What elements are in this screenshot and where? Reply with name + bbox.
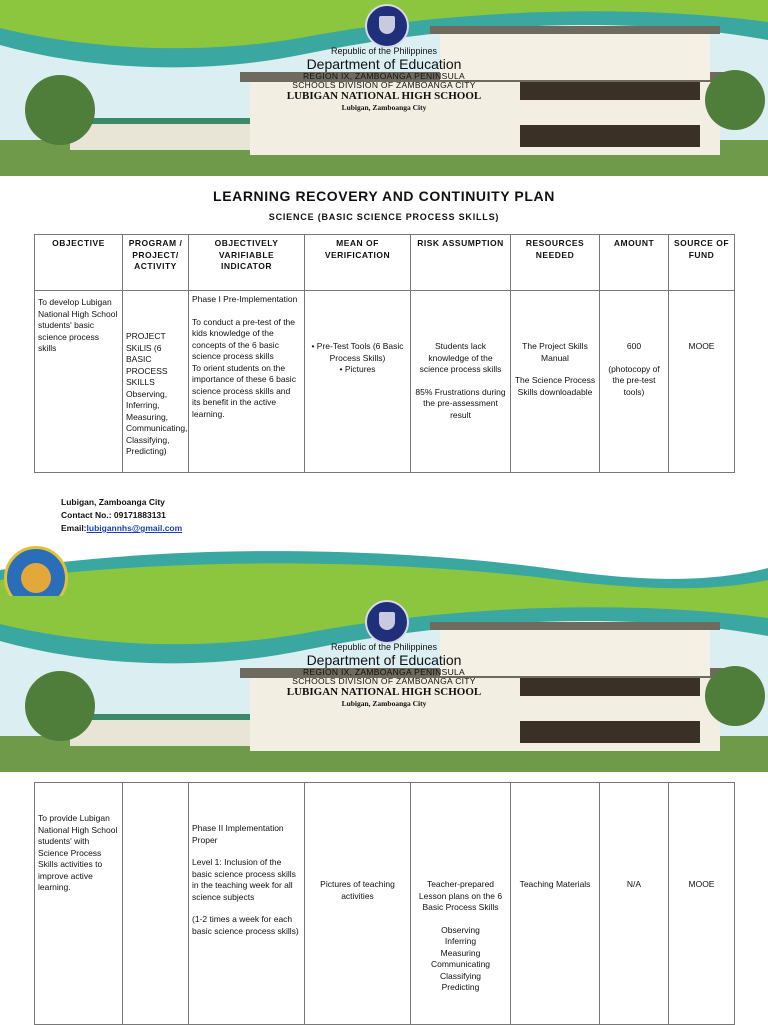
objective-text: To develop Lubigan National High School students' basic science process skills	[38, 297, 118, 353]
division-text: SCHOOLS DIVISION OF ZAMBOANGA CITY	[292, 80, 476, 90]
col-indicator: OBJECTIVELY VARIFIABLE INDICATOR	[189, 235, 305, 291]
fund-cell-2	[669, 783, 735, 1025]
email-link[interactable]: lubigannhs@gmail.com	[86, 523, 183, 533]
risk-lack: Students lack knowledge of the science process skills	[419, 341, 502, 374]
indicator-frequency-2: (1-2 times a week for each basic science process skills)	[192, 914, 299, 936]
indicator-cell	[189, 291, 305, 473]
col-risk: RISK ASSUMPTION	[411, 235, 511, 291]
region-text-2: REGION IX, ZAMBOANGA PENINSULA	[302, 667, 466, 677]
col-amount: AMOUNT	[600, 235, 669, 291]
republic-text-2: Republic of the Philippines	[330, 642, 438, 652]
footer-email-line: Email:lubigannhs@gmail.com	[61, 523, 183, 533]
deped-seal-icon-2	[365, 600, 409, 644]
letterhead	[0, 46, 768, 112]
program-text: PROJECT SKiLlS (6 BASIC PROCESS SKILLS Observing, Inferring, Measuring, Communicating, Classifying, Predicting)	[126, 331, 188, 456]
resources-download: The Science Process Skills downloadable	[514, 375, 596, 397]
resources-manual: The Project Skills Manual	[522, 341, 588, 363]
indicator-cell-2	[189, 783, 305, 1025]
page-title: LEARNING RECOVERY AND CONTINUITY PLAN	[213, 188, 555, 204]
footer-contact: Contact No.: 09171883131	[61, 510, 166, 520]
amount-cell-2	[600, 783, 669, 1025]
contact-footer	[61, 496, 182, 535]
amount-cell	[600, 291, 669, 473]
skill-item: Classifying	[439, 970, 482, 981]
risk-cell-2	[411, 783, 511, 1025]
fund-text-2: MOOE	[688, 879, 715, 889]
plan-table-2	[34, 782, 735, 1025]
risk-skills-list	[414, 925, 507, 994]
indicator-phase-2: Phase II Implementation Proper	[192, 823, 284, 845]
skill-item: Observing	[441, 924, 480, 935]
objective-cell-2	[35, 783, 123, 1025]
skill-item: Communicating	[430, 959, 491, 969]
skill-item: Inferring	[444, 936, 477, 946]
school-name: LUBIGAN NATIONAL HIGH SCHOOL	[286, 90, 482, 102]
department-text: Department of Education	[306, 56, 462, 72]
fund-cell	[669, 291, 735, 473]
resources-text-2: Teaching Materials	[519, 879, 591, 889]
amount-note: (photocopy of the pre-test tools)	[608, 363, 660, 397]
plan-table-1	[34, 234, 735, 473]
banner-top	[0, 0, 768, 176]
risk-frustration: 85% Frustrations during the pre-assessment result	[415, 386, 506, 420]
indicator-phase: Phase I Pre-Implementation	[192, 294, 298, 304]
col-resources: RESOURCES NEEDED	[511, 235, 600, 291]
indicator-level-2: Level 1: Inclusion of the basic science process skills in the teaching week for all science subjects	[192, 857, 296, 902]
department-text-2: Department of Education	[306, 652, 462, 668]
resources-cell-2	[511, 783, 600, 1025]
resources-cell	[511, 291, 600, 473]
school-location: Lubigan, Zamboanga City	[341, 103, 427, 112]
verification-text-2: Pictures of teaching activities	[320, 879, 395, 901]
republic-text: Republic of the Philippines	[330, 46, 438, 56]
table-row	[35, 783, 735, 1025]
amount-text-2: N/A	[626, 879, 642, 889]
col-objective: OBJECTIVE	[35, 235, 123, 291]
footer-wave	[0, 540, 768, 596]
table-row	[35, 291, 735, 473]
col-verification: MEAN OF VERIFICATION	[305, 235, 411, 291]
page-subtitle: SCIENCE (BASIC SCIENCE PROCESS SKILLS)	[268, 212, 500, 222]
risk-cell	[411, 291, 511, 473]
deped-seal-icon	[365, 4, 409, 48]
division-text-2: SCHOOLS DIVISION OF ZAMBOANGA CITY	[292, 676, 476, 686]
program-cell	[123, 291, 189, 473]
verification-tools: • Pre-Test Tools (6 Basic Process Skills)	[311, 341, 404, 363]
program-cell-2	[123, 783, 189, 1025]
skill-item: Measuring	[440, 947, 481, 958]
indicator-orient: To orient students on the importance of these 6 basic science process skills and its benefit in the active learning.	[192, 362, 296, 419]
footer-address: Lubigan, Zamboanga City	[61, 497, 165, 507]
indicator-pretest: To conduct a pre-test of the kids knowledge of the concepts of the 6 basic science process skills	[192, 316, 296, 361]
letterhead-2	[0, 642, 768, 708]
amount-value: 600	[626, 341, 642, 351]
verification-cell-2	[305, 783, 411, 1025]
school-name-2: LUBIGAN NATIONAL HIGH SCHOOL	[286, 686, 482, 698]
fund-text: MOOE	[688, 341, 715, 351]
objective-cell	[35, 291, 123, 473]
verification-cell	[305, 291, 411, 473]
skill-item: Predicting	[441, 982, 480, 992]
col-fund: SOURCE OF FUND	[669, 235, 735, 291]
school-location-2: Lubigan, Zamboanga City	[341, 699, 427, 708]
region-text: REGION IX, ZAMBOANGA PENINSULA	[302, 71, 466, 81]
objective-text-2: To provide Lubigan National High School students' with Science Process Skills activities to improve active learning.	[38, 813, 118, 892]
risk-lesson-plans: Teacher-prepared Lesson plans on the 6 Basic Process Skills	[418, 879, 503, 912]
verification-pictures: • Pictures	[339, 364, 376, 374]
banner-page2	[0, 596, 768, 772]
col-program: PROGRAM / PROJECT/ ACTIVITY	[123, 235, 189, 291]
